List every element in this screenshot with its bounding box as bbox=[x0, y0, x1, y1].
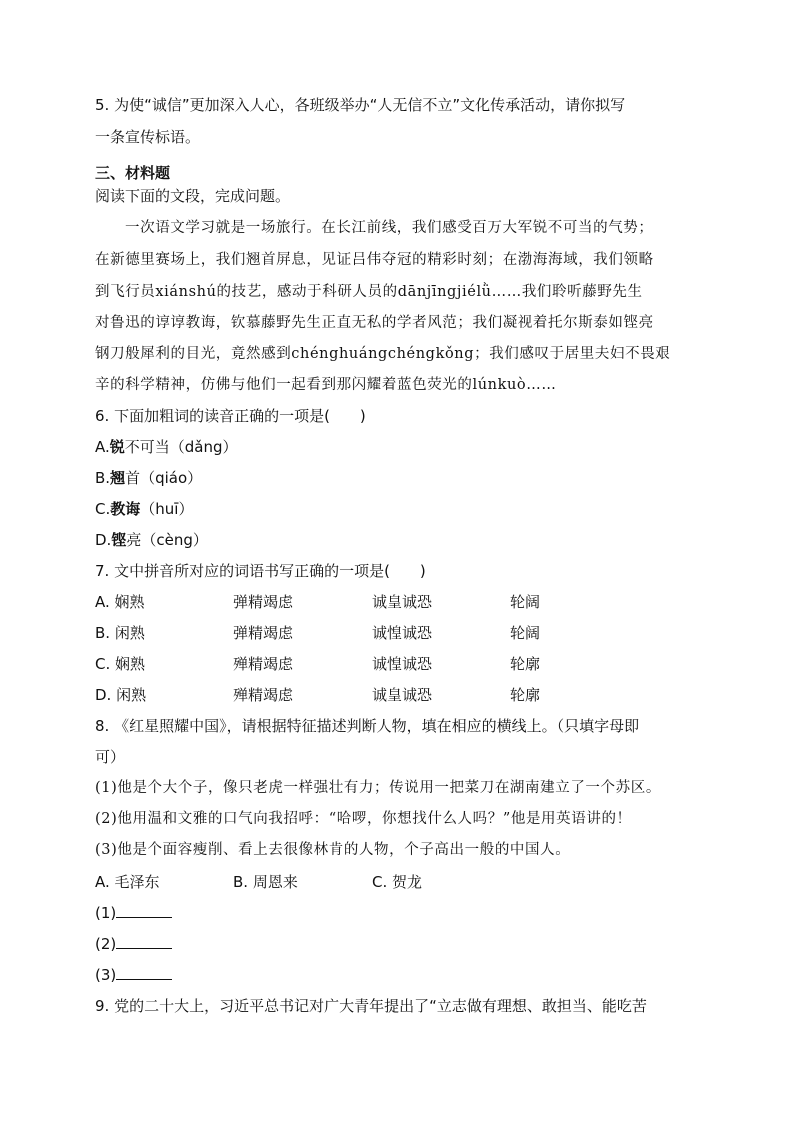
q6-option-b bbox=[95, 468, 202, 488]
q7-a-word-1: A. 娴熟 bbox=[95, 593, 145, 611]
bold-word: 锐 bbox=[109, 438, 125, 456]
q7-d-word-3: 诚皇诚恐 bbox=[372, 686, 433, 704]
q7-b-word-4: 轮阔 bbox=[510, 624, 541, 642]
q5-line-1: 5. 为使“诚信”更加深入人心，各班级举办“人无信不立”文化传承活动，请你拟写 bbox=[95, 96, 626, 114]
q7-b-word-3: 诚惶诚恐 bbox=[372, 624, 433, 642]
q7-a-word-3: 诚皇诚恐 bbox=[372, 593, 433, 611]
section-heading: 三、材料题 bbox=[95, 164, 171, 182]
q7-c-word-1: C. 娴熟 bbox=[95, 655, 146, 673]
option-text: 不可当（dǎng） bbox=[124, 438, 238, 456]
section-instruction: 阅读下面的文段，完成问题。 bbox=[95, 187, 291, 205]
answer-blank[interactable] bbox=[116, 934, 172, 949]
option-prefix: B. bbox=[95, 469, 111, 487]
q7-c-word-4: 轮廓 bbox=[510, 655, 541, 673]
q8-answer-line-1 bbox=[95, 903, 172, 923]
option-text: 亮（cèng） bbox=[126, 531, 208, 549]
q7-c-word-2: 殚精竭虑 bbox=[233, 655, 294, 673]
q8-choice-b: B. 周恩来 bbox=[233, 873, 298, 891]
bold-word: 教诲 bbox=[110, 500, 141, 518]
option-prefix: D. bbox=[95, 531, 112, 549]
q6-stem: 6. 下面加粗词的读音正确的一项是( ) bbox=[95, 407, 366, 425]
passage-line: 钢刀般犀利的目光，竟然感到chénghuángchéngkǒng；我们感叹于居里夫妇不畏艰 bbox=[95, 346, 671, 362]
q7-d-word-1: D. 闲熟 bbox=[95, 686, 147, 704]
q8-answer-line-3 bbox=[95, 965, 172, 985]
q8-line-2: 可） bbox=[95, 748, 126, 766]
q7-a-word-4: 轮阔 bbox=[510, 593, 541, 611]
passage-line: 在新德里赛场上，我们翘首屏息，见证吕伟夺冠的精彩时刻；在渤海海域，我们领略 bbox=[95, 252, 654, 268]
q6-option-c bbox=[95, 499, 193, 519]
q8-choice-c: C. 贺龙 bbox=[372, 873, 423, 891]
q7-c-word-3: 诚惶诚恐 bbox=[372, 655, 433, 673]
q8-description-2: (2)他用温和文雅的口气向我招呼：“哈啰，你想找什么人吗？”他是用英语讲的！ bbox=[95, 811, 632, 827]
q6-option-a bbox=[95, 437, 238, 457]
answer-blank[interactable] bbox=[116, 903, 172, 918]
q7-stem: 7. 文中拼音所对应的词语书写正确的一项是( ) bbox=[95, 562, 426, 580]
q7-b-word-2: 弹精竭虑 bbox=[233, 624, 294, 642]
passage-line: 到飞行员xiánshú的技艺，感动于科研人员的dānjīngjiélǜ……我们聆听藤野先生 bbox=[95, 284, 643, 300]
q7-a-word-2: 弹精竭虑 bbox=[233, 593, 294, 611]
passage-line: 对鲁迅的谆谆教诲，钦慕藤野先生正直无私的学者风范；我们凝视着托尔斯泰如铿亮 bbox=[95, 315, 654, 331]
q5-line-2: 一条宣传标语。 bbox=[95, 128, 201, 146]
q7-b-word-1: B. 闲熟 bbox=[95, 624, 145, 642]
q8-description-1: (1)他是个大个子，像只老虎一样强壮有力；传说用一把菜刀在湖南建立了一个苏区。 bbox=[95, 780, 661, 796]
q8-choice-a: A. 毛泽东 bbox=[95, 873, 160, 891]
q8-line-1: 8. 《红星照耀中国》，请根据特征描述判断人物，填在相应的横线上。（只填字母即 bbox=[95, 717, 640, 735]
blank-label: (2) bbox=[95, 935, 117, 953]
q9-line-1: 9. 党的二十大上，习近平总书记对广大青年提出了“立志做有理想、敢担当、能吃苦 bbox=[95, 997, 647, 1015]
blank-label: (3) bbox=[95, 966, 117, 984]
passage-line: 辛的科学精神，仿佛与他们一起看到那闪耀着蓝色荧光的lúnkuò…… bbox=[95, 377, 557, 393]
q6-option-d bbox=[95, 530, 208, 550]
blank-label: (1) bbox=[95, 904, 117, 922]
q7-d-word-4: 轮廓 bbox=[510, 686, 541, 704]
option-prefix: A. bbox=[95, 438, 110, 456]
bold-word: 铿 bbox=[111, 531, 127, 549]
q8-description-3: (3)他是个面容瘦削、看上去很像林肯的人物，个子高出一般的中国人。 bbox=[95, 842, 571, 858]
passage-line: 一次语文学习就是一场旅行。在长江前线，我们感受百万大军锐不可当的气势； bbox=[125, 220, 654, 236]
option-text: 首（qiáo） bbox=[125, 469, 203, 487]
q7-d-word-2: 殚精竭虑 bbox=[233, 686, 294, 704]
option-text: （huī） bbox=[140, 500, 194, 518]
answer-blank[interactable] bbox=[116, 965, 172, 980]
q8-answer-line-2 bbox=[95, 934, 172, 954]
option-prefix: C. bbox=[95, 500, 111, 518]
bold-word: 翘 bbox=[110, 469, 126, 487]
